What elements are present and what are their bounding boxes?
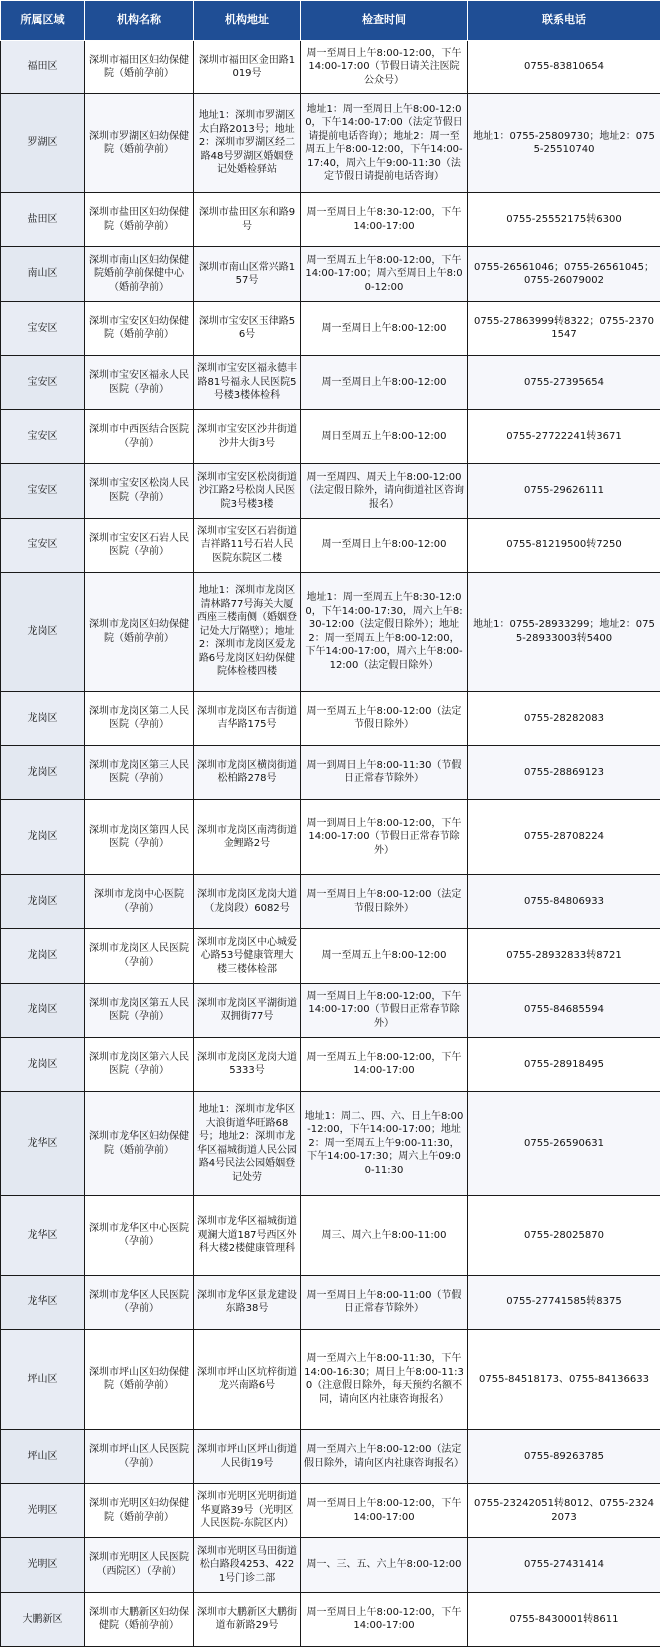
table-row (1, 94, 660, 193)
phone-cell: 0755-89263785 (468, 1429, 660, 1483)
hours-cell: 周一至周五上午8:00-12:00（法定节假日除外） (301, 691, 468, 745)
hours-cell: 周一至周日上午8:00-12:00，下午14:00-17:00（节假日请关注医院公众号） (301, 41, 468, 94)
table-row (1, 1538, 660, 1592)
address-cell: 深圳市宝安区沙井街道沙井大街3号 (194, 410, 301, 464)
district-cell: 龙岗区 (1, 800, 85, 875)
address-cell: 深圳市南山区常兴路157号 (194, 247, 301, 301)
district-cell: 光明区 (1, 1484, 85, 1538)
table-row (1, 691, 660, 745)
phone-cell: 地址1：0755-28933299；地址2：0755-28933003转5400 (468, 572, 660, 691)
institution-name-cell: 深圳市宝安区妇幼保健院（婚前孕前） (85, 301, 194, 355)
hours-cell: 周一至周日上午8:00-11:00（节假日正常春节除外） (301, 1275, 468, 1329)
phone-cell: 0755-29626111 (468, 464, 660, 518)
phone-cell: 0755-28282083 (468, 691, 660, 745)
table-row (1, 800, 660, 875)
hours-cell: 周一到周日上午8:00-11:30（节假日正常春节除外） (301, 745, 468, 799)
table-row (1, 1275, 660, 1329)
address-cell: 深圳市盐田区东和路9号 (194, 193, 301, 247)
hours-cell: 周日至周五上午8:00-12:00 (301, 410, 468, 464)
institution-name-cell: 深圳市盐田区妇幼保健院（婚前孕前） (85, 193, 194, 247)
address-cell: 地址1：深圳市龙华区大浪街道华旺路68号；地址2：深圳市龙华区福城街道人民公园路4号民法公园婚姻登记处劳 (194, 1092, 301, 1196)
table-row (1, 464, 660, 518)
district-cell: 宝安区 (1, 301, 85, 355)
hours-cell: 周一至周日上午8:00-12:00 (301, 301, 468, 355)
phone-cell: 0755-81219500转7250 (468, 518, 660, 572)
header-institution-name: 机构名称 (85, 1, 194, 41)
header-address: 机构地址 (194, 1, 301, 41)
table-row (1, 41, 660, 94)
table-row (1, 572, 660, 691)
address-cell: 深圳市龙岗区中心城爱心路53号健康管理大楼三楼体检部 (194, 929, 301, 983)
phone-cell: 0755-27431414 (468, 1538, 660, 1592)
address-cell: 深圳市龙华区景龙建设东路38号 (194, 1275, 301, 1329)
header-hours: 检查时间 (301, 1, 468, 41)
phone-cell: 0755-27863999转8322；0755-23701547 (468, 301, 660, 355)
address-cell: 深圳市宝安区福永德丰路81号福永人民医院5号楼3楼体检科 (194, 355, 301, 409)
hours-cell: 地址1：周一至周五上午8:30-12:00，下午14:00-17:30，周六上午8:30-12:00（法定假日除外）；地址2：周一至周五上午8:00-12:00，下午14:00-17:00，周六上午8:00-12:00（法定假日除外） (301, 572, 468, 691)
address-cell: 深圳市光明区马田街道松白路段4253、4221号门诊二部 (194, 1538, 301, 1592)
table-row (1, 983, 660, 1037)
phone-cell: 0755-28025870 (468, 1196, 660, 1275)
address-cell: 深圳市宝安区松岗街道沙江路2号松岗人民医院3号楼3楼 (194, 464, 301, 518)
district-cell: 光明区 (1, 1538, 85, 1592)
institution-name-cell: 深圳市光明区人民医院（西院区）（孕前） (85, 1538, 194, 1592)
district-cell: 坪山区 (1, 1329, 85, 1429)
address-cell: 深圳市龙岗区布吉街道吉华路175号 (194, 691, 301, 745)
institution-name-cell: 深圳市龙岗区第六人民医院（孕前） (85, 1037, 194, 1091)
hours-cell: 周一至周六上午8:00-12:00（法定假日除外，请向区内社康咨询报名） (301, 1429, 468, 1483)
table-row (1, 1429, 660, 1483)
hours-cell: 周一至周日上午8:00-12:00 (301, 518, 468, 572)
address-cell: 深圳市福田区金田路1019号 (194, 41, 301, 94)
hours-cell: 周一、三、五、六上午8:00-12:00 (301, 1538, 468, 1592)
table-row (1, 1329, 660, 1429)
institution-name-cell: 深圳市大鹏新区妇幼保健院（婚前孕前） (85, 1592, 194, 1646)
institution-name-cell: 深圳市龙岗区第二人民医院（孕前） (85, 691, 194, 745)
hours-cell: 周一至周日上午8:00-12:00，下午14:00-17:00 (301, 1592, 468, 1646)
table-row (1, 410, 660, 464)
hours-cell: 地址1：周二、四、六、日上午8:00-12:00，下午14:00-17:00；地址2：周一至周五上午9:00-11:30，下午14:00-17:30；周六上午09:00-11:30 (301, 1092, 468, 1196)
district-cell: 宝安区 (1, 518, 85, 572)
institution-name-cell: 深圳市龙华区中心医院（孕前） (85, 1196, 194, 1275)
header-row (1, 1, 660, 41)
table-row (1, 355, 660, 409)
hours-cell: 地址1：周一至周日上午8:00-12:00，下午14:00-17:00（法定节假日请提前电话咨询）；地址2：周一至周五上午8:00-12:00，下午14:00-17:40，周六上午9:00-11:30（法定节假日请提前电话咨询） (301, 94, 468, 193)
institution-name-cell: 深圳市龙华区妇幼保健院（婚前孕前） (85, 1092, 194, 1196)
hours-cell: 周一至周六上午8:00-11:30，下午14:00-16:30；周日上午8:00-11:30（注意假日除外，每天预约名额不同，请向区内社康咨询报名） (301, 1329, 468, 1429)
phone-cell: 0755-28932833转8721 (468, 929, 660, 983)
district-cell: 盐田区 (1, 193, 85, 247)
hours-cell: 周一至周五上午8:00-12:00，下午14:00-17:00 (301, 1037, 468, 1091)
institution-name-cell: 深圳市龙岗中心医院（孕前） (85, 875, 194, 929)
institution-name-cell: 深圳市龙岗区第五人民医院（孕前） (85, 983, 194, 1037)
institution-name-cell: 深圳市龙岗区人民医院（孕前） (85, 929, 194, 983)
table-row (1, 1484, 660, 1538)
phone-cell: 0755-25552175转6300 (468, 193, 660, 247)
district-cell: 龙华区 (1, 1092, 85, 1196)
phone-cell: 0755-84685594 (468, 983, 660, 1037)
district-cell: 龙岗区 (1, 745, 85, 799)
district-cell: 龙岗区 (1, 929, 85, 983)
address-cell: 深圳市宝安区石岩街道吉祥路11号石岩人民医院东院区二楼 (194, 518, 301, 572)
table-row (1, 929, 660, 983)
table-row (1, 1092, 660, 1196)
hours-cell: 周一至周五上午8:00-12:00 (301, 929, 468, 983)
institution-name-cell: 深圳市龙岗区妇幼保健院（婚前孕前） (85, 572, 194, 691)
phone-cell: 0755-84806933 (468, 875, 660, 929)
table-row (1, 1037, 660, 1091)
address-cell: 深圳市坪山区坪山街道人民街19号 (194, 1429, 301, 1483)
institution-name-cell: 深圳市罗湖区妇幼保健院（婚前孕前） (85, 94, 194, 193)
header-phone: 联系电话 (468, 1, 660, 41)
address-cell: 深圳市龙岗区龙岗大道5333号 (194, 1037, 301, 1091)
district-cell: 福田区 (1, 41, 85, 94)
hours-cell: 周一至周日上午8:30-12:00，下午14:00-17:00 (301, 193, 468, 247)
phone-cell: 0755-83810654 (468, 41, 660, 94)
phone-cell: 0755-23242051转8012、0755-23242073 (468, 1484, 660, 1538)
phone-cell: 0755-84518173、0755-84136633 (468, 1329, 660, 1429)
district-cell: 南山区 (1, 247, 85, 301)
district-cell: 龙华区 (1, 1196, 85, 1275)
table-row (1, 247, 660, 301)
district-cell: 龙岗区 (1, 1037, 85, 1091)
phone-cell: 0755-26590631 (468, 1092, 660, 1196)
phone-cell: 0755-8430001转8611 (468, 1592, 660, 1646)
address-cell: 深圳市光明区光明街道华夏路39号（光明区人民医院-东院区内） (194, 1484, 301, 1538)
institution-name-cell: 深圳市中西医结合医院（孕前） (85, 410, 194, 464)
table-row (1, 745, 660, 799)
table-row (1, 518, 660, 572)
table-row (1, 1196, 660, 1275)
hours-cell: 周一至周日上午8:00-12:00（法定节假日除外） (301, 875, 468, 929)
table-row (1, 193, 660, 247)
phone-cell: 0755-26561046；0755-26561045；0755-26079002 (468, 247, 660, 301)
hours-cell: 周一至周日上午8:00-12:00，下午14:00-17:00 (301, 1484, 468, 1538)
district-cell: 龙岗区 (1, 572, 85, 691)
address-cell: 地址1：深圳市罗湖区太白路2013号；地址2：深圳市罗湖区经二路48号罗湖区婚姻登记处婚检驿站 (194, 94, 301, 193)
district-cell: 罗湖区 (1, 94, 85, 193)
hours-cell: 周一至周五上午8:00-12:00，下午14:00-17:00；周六至周日上午8:00-12:00 (301, 247, 468, 301)
district-cell: 龙岗区 (1, 983, 85, 1037)
institution-name-cell: 深圳市福田区妇幼保健院（婚前孕前） (85, 41, 194, 94)
address-cell: 深圳市龙岗区龙岗大道（龙岗段）6082号 (194, 875, 301, 929)
institution-name-cell: 深圳市龙岗区第四人民医院（孕前） (85, 800, 194, 875)
institution-name-cell: 深圳市坪山区妇幼保健院（婚前孕前） (85, 1329, 194, 1429)
district-cell: 大鹏新区 (1, 1592, 85, 1646)
institution-name-cell: 深圳市龙华区人民医院（孕前） (85, 1275, 194, 1329)
hours-cell: 周三、周六上午8:00-11:00 (301, 1196, 468, 1275)
hours-cell: 周一至周日上午8:00-12:00 (301, 355, 468, 409)
district-cell: 龙岗区 (1, 875, 85, 929)
address-cell: 深圳市宝安区玉律路56号 (194, 301, 301, 355)
table-row (1, 875, 660, 929)
district-cell: 宝安区 (1, 355, 85, 409)
phone-cell: 0755-27722241转3671 (468, 410, 660, 464)
phone-cell: 0755-28708224 (468, 800, 660, 875)
address-cell: 深圳市坪山区坑梓街道龙兴南路6号 (194, 1329, 301, 1429)
hours-cell: 周一至周四、周天上午8:00-12:00（法定假日除外，请向街道社区咨询报名） (301, 464, 468, 518)
address-cell: 深圳市龙岗区平湖街道双拥街77号 (194, 983, 301, 1037)
address-cell: 深圳市大鹏新区大鹏街道布新路29号 (194, 1592, 301, 1646)
address-cell: 深圳市龙岗区横岗街道松柏路278号 (194, 745, 301, 799)
phone-cell: 地址1：0755-25809730；地址2：0755-25510740 (468, 94, 660, 193)
address-cell: 深圳市龙岗区南湾街道金鲤路2号 (194, 800, 301, 875)
institution-name-cell: 深圳市宝安区福永人民医院（孕前） (85, 355, 194, 409)
district-cell: 宝安区 (1, 464, 85, 518)
institution-name-cell: 深圳市龙岗区第三人民医院（孕前） (85, 745, 194, 799)
phone-cell: 0755-27741585转8375 (468, 1275, 660, 1329)
institution-name-cell: 深圳市南山区妇幼保健院婚前孕前保健中心（婚前孕前） (85, 247, 194, 301)
address-cell: 深圳市龙华区福城街道观澜大道187号西区外科大楼2楼健康管理科 (194, 1196, 301, 1275)
institution-name-cell: 深圳市坪山区人民医院（孕前） (85, 1429, 194, 1483)
district-cell: 龙华区 (1, 1275, 85, 1329)
institution-name-cell: 深圳市宝安区石岩人民医院（孕前） (85, 518, 194, 572)
hours-cell: 周一至周日上午8:00-12:00，下午14:00-17:00（节假日正常春节除外） (301, 983, 468, 1037)
district-cell: 坪山区 (1, 1429, 85, 1483)
table-row (1, 1592, 660, 1646)
district-cell: 宝安区 (1, 410, 85, 464)
institution-name-cell: 深圳市宝安区松岗人民医院（孕前） (85, 464, 194, 518)
table-row (1, 301, 660, 355)
phone-cell: 0755-28869123 (468, 745, 660, 799)
institution-name-cell: 深圳市光明区妇幼保健院（婚前孕前） (85, 1484, 194, 1538)
phone-cell: 0755-27395654 (468, 355, 660, 409)
phone-cell: 0755-28918495 (468, 1037, 660, 1091)
address-cell: 地址1：深圳市龙岗区清林路77号海关大厦西座三楼南侧（婚姻登记处大厅隔壁）；地址2：深圳市龙岗区爱龙路6号龙岗区妇幼保健院体检楼四楼 (194, 572, 301, 691)
table-body (1, 41, 660, 1647)
hours-cell: 周一到周日上午8:00-12:00，下午14:00-17:00（节假日正常春节除外） (301, 800, 468, 875)
header-district: 所属区域 (1, 1, 85, 41)
district-cell: 龙岗区 (1, 691, 85, 745)
